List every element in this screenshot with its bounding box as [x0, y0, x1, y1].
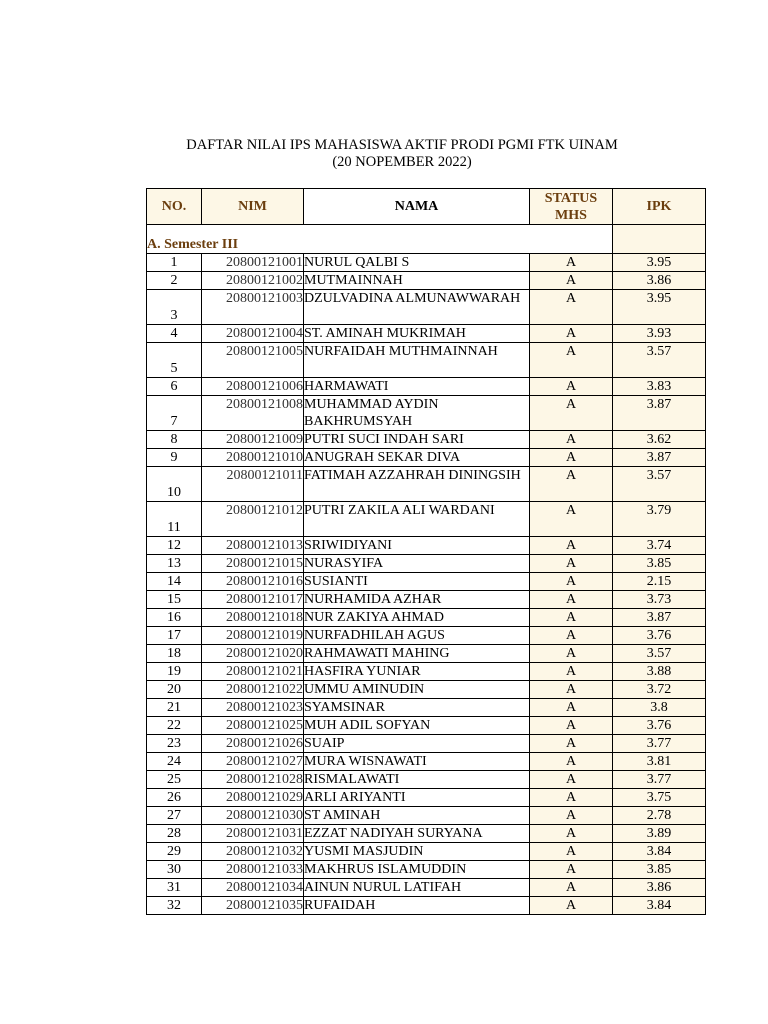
no-cell: 7	[147, 396, 202, 431]
status-cell: A	[530, 502, 613, 537]
nim-cell: 20800121016	[202, 573, 304, 591]
status-cell: A	[530, 699, 613, 717]
table-row	[147, 681, 706, 699]
table-row	[147, 645, 706, 663]
table-row	[147, 591, 706, 609]
ipk-cell: 3.74	[613, 537, 706, 555]
name-cell: MAKHRUS ISLAMUDDIN	[304, 861, 530, 879]
name-cell: FATIMAH AZZAHRAH DININGSIH	[304, 467, 530, 502]
nim-cell: 20800121025	[202, 717, 304, 735]
name-cell: NURFAIDAH MUTHMAINNAH	[304, 343, 530, 378]
no-cell: 3	[147, 290, 202, 325]
ipk-cell: 3.95	[613, 254, 706, 272]
status-cell: A	[530, 272, 613, 290]
header-nama: NAMA	[304, 189, 530, 225]
name-cell: MUTMAINNAH	[304, 272, 530, 290]
table-row	[147, 663, 706, 681]
no-cell: 23	[147, 735, 202, 753]
table-row	[147, 861, 706, 879]
name-cell: MUHAMMAD AYDIN BAKHRUMSYAH	[304, 396, 530, 431]
status-cell: A	[530, 449, 613, 467]
nim-cell: 20800121003	[202, 290, 304, 325]
nim-cell: 20800121019	[202, 627, 304, 645]
no-cell: 20	[147, 681, 202, 699]
no-cell: 1	[147, 254, 202, 272]
nim-cell: 20800121034	[202, 879, 304, 897]
nim-cell: 20800121002	[202, 272, 304, 290]
section-ipk-cell	[613, 225, 706, 254]
status-cell: A	[530, 627, 613, 645]
no-cell: 21	[147, 699, 202, 717]
ipk-cell: 3.87	[613, 396, 706, 431]
status-cell: A	[530, 663, 613, 681]
status-cell: A	[530, 254, 613, 272]
nim-cell: 20800121027	[202, 753, 304, 771]
header-no: NO.	[147, 189, 202, 225]
ipk-cell: 3.86	[613, 879, 706, 897]
no-cell: 12	[147, 537, 202, 555]
ipk-cell: 3.88	[613, 663, 706, 681]
nim-cell: 20800121004	[202, 325, 304, 343]
status-cell: A	[530, 843, 613, 861]
ipk-cell: 3.77	[613, 771, 706, 789]
name-cell: NURHAMIDA AZHAR	[304, 591, 530, 609]
nim-cell: 20800121012	[202, 502, 304, 537]
no-cell: 4	[147, 325, 202, 343]
table-row	[147, 825, 706, 843]
ipk-cell: 3.62	[613, 431, 706, 449]
ipk-cell: 3.84	[613, 843, 706, 861]
ipk-cell: 3.72	[613, 681, 706, 699]
status-cell: A	[530, 378, 613, 396]
nim-cell: 20800121033	[202, 861, 304, 879]
name-cell: SYAMSINAR	[304, 699, 530, 717]
status-cell: A	[530, 431, 613, 449]
ipk-cell: 3.76	[613, 627, 706, 645]
no-cell: 28	[147, 825, 202, 843]
status-cell: A	[530, 897, 613, 915]
document-title	[0, 137, 768, 171]
table-row	[147, 254, 706, 272]
name-cell: RUFAIDAH	[304, 897, 530, 915]
nim-cell: 20800121023	[202, 699, 304, 717]
no-cell: 32	[147, 897, 202, 915]
name-cell: AINUN NURUL LATIFAH	[304, 879, 530, 897]
name-cell: UMMU AMINUDIN	[304, 681, 530, 699]
header-ipk: IPK	[613, 189, 706, 225]
table-row	[147, 807, 706, 825]
no-cell: 25	[147, 771, 202, 789]
table-header-row	[147, 189, 706, 225]
table-row	[147, 502, 706, 537]
ipk-cell: 3.57	[613, 467, 706, 502]
table-row	[147, 573, 706, 591]
ipk-cell: 3.93	[613, 325, 706, 343]
nim-cell: 20800121032	[202, 843, 304, 861]
no-cell: 17	[147, 627, 202, 645]
name-cell: SRIWIDIYANI	[304, 537, 530, 555]
status-cell: A	[530, 290, 613, 325]
nim-cell: 20800121013	[202, 537, 304, 555]
nim-cell: 20800121022	[202, 681, 304, 699]
ipk-cell: 3.87	[613, 449, 706, 467]
no-cell: 22	[147, 717, 202, 735]
nim-cell: 20800121031	[202, 825, 304, 843]
status-cell: A	[530, 717, 613, 735]
table-row	[147, 753, 706, 771]
status-cell: A	[530, 825, 613, 843]
table-row	[147, 396, 706, 431]
status-cell: A	[530, 753, 613, 771]
no-cell: 27	[147, 807, 202, 825]
table-row	[147, 699, 706, 717]
no-cell: 30	[147, 861, 202, 879]
nim-cell: 20800121015	[202, 555, 304, 573]
table-row	[147, 449, 706, 467]
nim-cell: 20800121006	[202, 378, 304, 396]
ipk-cell: 3.87	[613, 609, 706, 627]
nim-cell: 20800121028	[202, 771, 304, 789]
grades-table	[146, 188, 706, 915]
name-cell: NUR ZAKIYA AHMAD	[304, 609, 530, 627]
table-row	[147, 789, 706, 807]
table-row	[147, 627, 706, 645]
no-cell: 15	[147, 591, 202, 609]
nim-cell: 20800121010	[202, 449, 304, 467]
ipk-cell: 2.78	[613, 807, 706, 825]
no-cell: 6	[147, 378, 202, 396]
table-row	[147, 467, 706, 502]
title-line-2: (20 NOPEMBER 2022)	[332, 154, 472, 170]
section-label: A. Semester III	[147, 225, 613, 254]
nim-cell: 20800121030	[202, 807, 304, 825]
ipk-cell: 3.57	[613, 645, 706, 663]
ipk-cell: 3.8	[613, 699, 706, 717]
ipk-cell: 3.83	[613, 378, 706, 396]
table-row	[147, 325, 706, 343]
name-cell: PUTRI SUCI INDAH SARI	[304, 431, 530, 449]
status-cell: A	[530, 861, 613, 879]
name-cell: YUSMI MASJUDIN	[304, 843, 530, 861]
status-cell: A	[530, 591, 613, 609]
ipk-cell: 3.85	[613, 555, 706, 573]
status-cell: A	[530, 555, 613, 573]
status-cell: A	[530, 807, 613, 825]
table-row	[147, 771, 706, 789]
no-cell: 14	[147, 573, 202, 591]
status-cell: A	[530, 609, 613, 627]
status-cell: A	[530, 537, 613, 555]
name-cell: ST AMINAH	[304, 807, 530, 825]
table-row	[147, 843, 706, 861]
no-cell: 8	[147, 431, 202, 449]
nim-cell: 20800121005	[202, 343, 304, 378]
table-row	[147, 555, 706, 573]
name-cell: HARMAWATI	[304, 378, 530, 396]
table-row	[147, 378, 706, 396]
table-row	[147, 431, 706, 449]
table-row	[147, 537, 706, 555]
nim-cell: 20800121008	[202, 396, 304, 431]
status-cell: A	[530, 735, 613, 753]
no-cell: 29	[147, 843, 202, 861]
ipk-cell: 3.95	[613, 290, 706, 325]
section-row	[147, 225, 706, 254]
no-cell: 18	[147, 645, 202, 663]
name-cell: MURA WISNAWATI	[304, 753, 530, 771]
nim-cell: 20800121021	[202, 663, 304, 681]
ipk-cell: 3.84	[613, 897, 706, 915]
nim-cell: 20800121035	[202, 897, 304, 915]
status-cell: A	[530, 789, 613, 807]
no-cell: 13	[147, 555, 202, 573]
name-cell: SUAIP	[304, 735, 530, 753]
nim-cell: 20800121029	[202, 789, 304, 807]
ipk-cell: 3.76	[613, 717, 706, 735]
no-cell: 2	[147, 272, 202, 290]
name-cell: RISMALAWATI	[304, 771, 530, 789]
ipk-cell: 3.89	[613, 825, 706, 843]
name-cell: NURASYIFA	[304, 555, 530, 573]
ipk-cell: 3.77	[613, 735, 706, 753]
no-cell: 31	[147, 879, 202, 897]
no-cell: 19	[147, 663, 202, 681]
name-cell: ARLI ARIYANTI	[304, 789, 530, 807]
status-cell: A	[530, 396, 613, 431]
table-row	[147, 735, 706, 753]
status-cell: A	[530, 343, 613, 378]
name-cell: NURFADHILAH AGUS	[304, 627, 530, 645]
ipk-cell: 3.86	[613, 272, 706, 290]
table-row	[147, 879, 706, 897]
status-cell: A	[530, 467, 613, 502]
name-cell: PUTRI ZAKILA ALI WARDANI	[304, 502, 530, 537]
ipk-cell: 3.79	[613, 502, 706, 537]
nim-cell: 20800121018	[202, 609, 304, 627]
header-nim: NIM	[202, 189, 304, 225]
ipk-cell: 3.73	[613, 591, 706, 609]
name-cell: EZZAT NADIYAH SURYANA	[304, 825, 530, 843]
no-cell: 10	[147, 467, 202, 502]
no-cell: 5	[147, 343, 202, 378]
nim-cell: 20800121011	[202, 467, 304, 502]
nim-cell: 20800121020	[202, 645, 304, 663]
table-row	[147, 717, 706, 735]
header-status: STATUS MHS	[530, 189, 613, 225]
nim-cell: 20800121017	[202, 591, 304, 609]
name-cell: HASFIRA YUNIAR	[304, 663, 530, 681]
status-cell: A	[530, 879, 613, 897]
name-cell: NURUL QALBI S	[304, 254, 530, 272]
name-cell: MUH ADIL SOFYAN	[304, 717, 530, 735]
table-row	[147, 343, 706, 378]
nim-cell: 20800121026	[202, 735, 304, 753]
ipk-cell: 3.75	[613, 789, 706, 807]
status-cell: A	[530, 573, 613, 591]
no-cell: 11	[147, 502, 202, 537]
no-cell: 9	[147, 449, 202, 467]
nim-cell: 20800121009	[202, 431, 304, 449]
no-cell: 16	[147, 609, 202, 627]
no-cell: 26	[147, 789, 202, 807]
table-row	[147, 609, 706, 627]
name-cell: ST. AMINAH MUKRIMAH	[304, 325, 530, 343]
ipk-cell: 3.57	[613, 343, 706, 378]
status-cell: A	[530, 325, 613, 343]
status-cell: A	[530, 645, 613, 663]
name-cell: SUSIANTI	[304, 573, 530, 591]
name-cell: RAHMAWATI MAHING	[304, 645, 530, 663]
table-row	[147, 272, 706, 290]
ipk-cell: 3.81	[613, 753, 706, 771]
status-cell: A	[530, 771, 613, 789]
name-cell: ANUGRAH SEKAR DIVA	[304, 449, 530, 467]
table-row	[147, 897, 706, 915]
title-line-1: DAFTAR NILAI IPS MAHASISWA AKTIF PRODI PGMI FTK UINAM	[186, 137, 618, 153]
name-cell: DZULVADINA ALMUNAWWARAH	[304, 290, 530, 325]
status-cell: A	[530, 681, 613, 699]
ipk-cell: 3.85	[613, 861, 706, 879]
no-cell: 24	[147, 753, 202, 771]
nim-cell: 20800121001	[202, 254, 304, 272]
table-row	[147, 290, 706, 325]
ipk-cell: 2.15	[613, 573, 706, 591]
